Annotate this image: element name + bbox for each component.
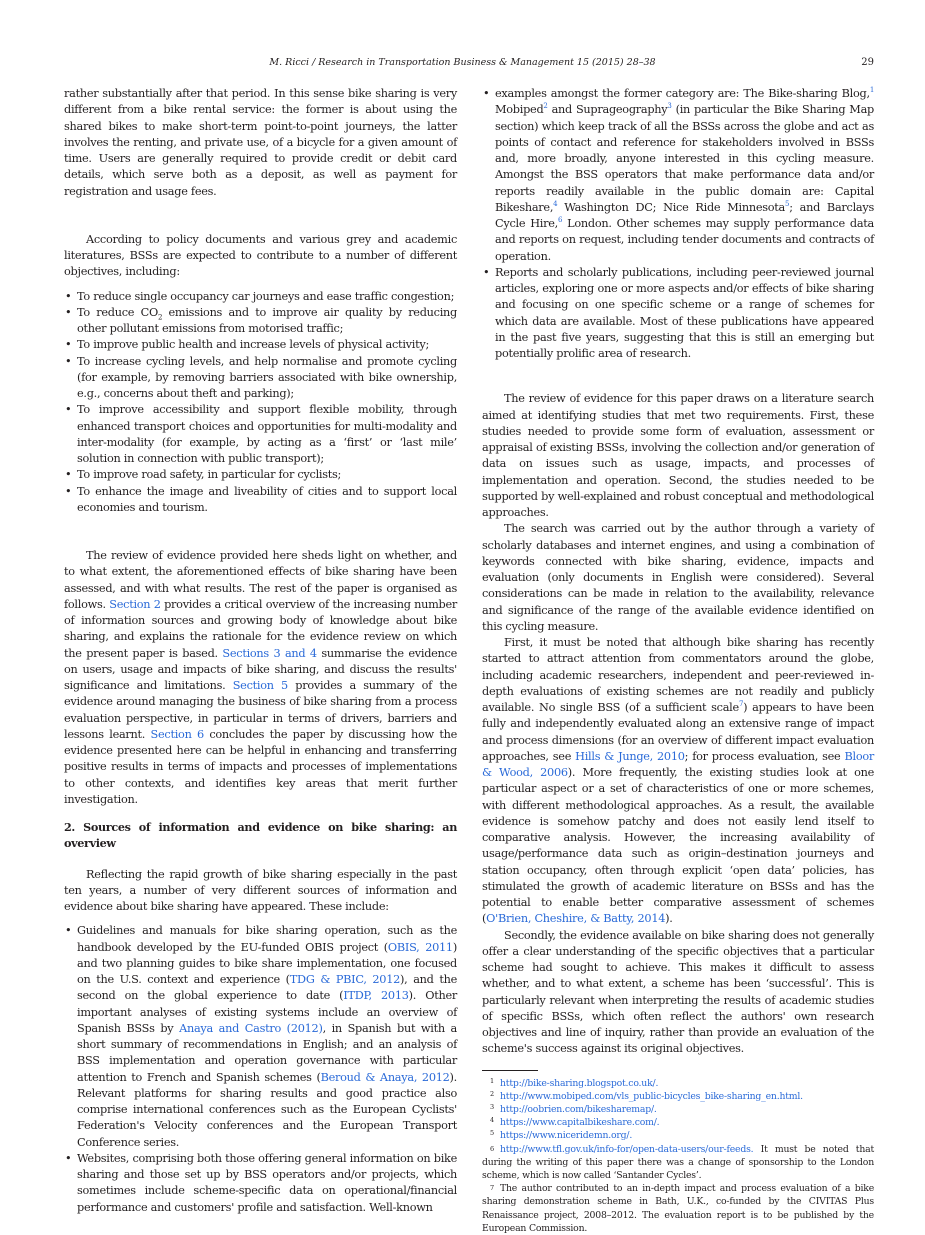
footnote: 6 http://www.tfl.gov.uk/info-for/open-data-users/our-feeds. It must be noted that during the writing of this paper there was a change of sponsorship to the London scheme, which is now called ‘Santander Cycles’. (482, 1143, 874, 1181)
list-item: • To reduce single occupancy car journeys and ease traffic congestion; (64, 289, 457, 305)
section-2-link[interactable]: Section 2 (109, 597, 161, 611)
sections-3-4-link[interactable]: Sections 3 and 4 (222, 646, 317, 660)
citation-link[interactable]: ITDP, 2013 (343, 989, 409, 1003)
footnote: 4 https://www.capitalbikeshare.com/. (490, 1116, 660, 1129)
footnote: 2 http://www.mobiped.com/vls_public-bicycles_bike-sharing_en.html. (490, 1089, 803, 1102)
citation-link[interactable]: Beroud & Anaya, 2012 (320, 1070, 450, 1084)
objectives-list (64, 289, 457, 517)
list-item: • To reduce $CO_2$ emissions and to improve air quality by reducing other pollutant emissions from motorised traffic; (64, 305, 457, 338)
paragraph-sources-intro: Reflecting the rapid growth of bike sharing especially in the past ten years, a number of very different sources of information and evidence about bike sharing have appeared. These include: (64, 867, 457, 913)
left-column (64, 86, 457, 1216)
page-number: 29 (861, 57, 874, 68)
list-item: • Websites, comprising both those offering general information on bike sharing and those set up by BSS operators and/or projects, which sometimes include scheme-specific data on operational/financial performance and customers' profile and satisfaction. Well-known (64, 1151, 457, 1216)
paragraph-review-method: The review of evidence for this paper draws on a literature search aimed at identifying studies that met two requirements. First, these studies needed to provide some form of evaluation, assessment or appraisal of existing BSSs, involving the collection and/or generation of data on issues such as usage, impacts, and processes of implementation and operation. Second, the studies needed to be supported by well-explained and robust conceptual and methodological approaches. (482, 392, 874, 519)
footnotes (482, 1077, 874, 1235)
list-item: • To improve public health and increase levels of physical activity; (64, 337, 457, 353)
section-6-link[interactable]: Section 6 (150, 727, 204, 741)
footnote-url[interactable]: https://www.capitalbikeshare.com/. (500, 1117, 660, 1129)
right-column (482, 86, 874, 1235)
footnote: 5 https://www.niceridemn.org/. (490, 1129, 633, 1142)
list-item: • To increase cycling levels, and help normalise and promote cycling (for example, by removing barriers associated with bike ownership, e.g., concerns about theft and parking); (64, 354, 457, 403)
paragraph-objectives-intro: According to policy documents and various grey and academic literatures, BSSs are expected to contribute to a number of different objectives, including: (64, 232, 457, 279)
paragraph-second-consideration: Secondly, the evidence available on bike sharing does not generally offer a clear understanding of the specific objectives that a particular scheme had sought to achieve. This makes it difficult to assess whether, and to what extent, a scheme has been ‘successful’. This is particularly relevant when interpreting the results of academic studies of specific BSSs, which often reflect the authors' own research objectives and line of inquiry, rather than provide an evaluation of the scheme's success against its original objectives. (482, 928, 874, 1056)
citation-link[interactable]: OBIS, 2011 (387, 940, 453, 954)
footnote-url[interactable]: http://oobrien.com/bikesharemap/. (500, 1103, 657, 1115)
citation-link[interactable]: TDG & PBIC, 2012 (289, 973, 401, 986)
footnote-ref[interactable]: 4 (553, 199, 558, 208)
footnote-url[interactable]: http://bike-sharing.blogspot.co.uk/. (500, 1077, 659, 1089)
footnote-ref[interactable]: 7 (738, 700, 744, 709)
paragraph-search: The search was carried out by the author through a variety of scholarly databases and internet engines, and using a combination of keywords connected with bike sharing, evidence, impacts and evaluation (only documents in English were considered). Several considerations can be made in relation to the availability, relevance and significance of the range of the available evidence identified on this cycling measure. (482, 522, 874, 633)
citation-link[interactable]: O'Brien, Cheshire, & Batty, 2014 (486, 912, 666, 926)
paragraph-bike-rental: rather substantially after that period. In this sense bike sharing is very different from a bike rental service: the former is about using the shared bikes to make short-term point-to-point journeys, the latter involves the renting, and private use, of a bicycle for a given amount of time. Users are generally required to provide credit or debit card details, which serve both as a deposit, as well as payment for registration and usage fees. (64, 87, 457, 198)
footnote-ref[interactable]: 5 (785, 199, 790, 208)
list-item: • To improve road safety, in particular for cyclists; (64, 467, 457, 483)
footnote-url[interactable]: http://www.mobiped.com/vls_public-bicycles_bike-sharing_en.html. (500, 1090, 803, 1102)
footnote-url[interactable]: http://www.tfl.gov.uk/info-for/open-data-users/our-feeds. (500, 1143, 754, 1155)
list-item-continued: • examples amongst the former category are: The Bike-sharing Blog,$^1$ Mobiped$^2$ and Suprageography$^3$ (in particular the Bike Sharing Map section) which keep track of all the BSSs across the globe and act as points of contact and reference for stakeholders involved in BSSs and, more broadly, anyone interested in this cycling measure. Amongst the BSS operators that make performance data and/or reports readily available in the public domain are: Capital Bikeshare,$^4$ Washington DC; Nice Ride Minnesota$^5$; and Barclays Cycle Hire,$^6$ London. Other schemes may supply performance data and reports on request, including tender documents and contracts of operation. (482, 86, 874, 265)
section-5-link[interactable]: Section 5 (232, 679, 288, 692)
list-item: • To enhance the image and liveability of cities and to support local economies and tourism. (64, 484, 457, 517)
list-item: • Reports and scholarly publications, including peer-reviewed journal articles, exploring one or more aspects and/or effects of bike sharing and focusing on one specific scheme or a range of schemes for which data are available. Most of these publications have appeared in the past five years, suggesting that this is still an emerging but potentially prolific area of research. (482, 265, 874, 363)
footnote: 7 The author contributed to an in-depth impact and process evaluation of a bike sharing demonstration scheme in Bath, U.K., co-funded by the CIVITAS Plus Renaissance project, 2008–2012. The evaluation report is to be published by the European Commission. (482, 1183, 874, 1234)
list-item: • To improve accessibility and support flexible mobility, through enhanced transport choices and opportunities for multi-modality and inter-modality (for example, by acting as a ‘first’ or ‘last mile’ solution in connection with public transport); (64, 402, 457, 467)
paragraph-first-consideration: First, it must be noted that although bike sharing has recently started to attract attention from commentators around the globe, including academic researchers, independent and peer-reviewed in-depth evaluations of existing schemes are not readily and publicly available. No single BSS (of a sufficient scale$^7$) appears to have been fully and independently evaluated along an extensive range of impact and process dimensions (for an overview of different impact evaluation approaches, see Hills & Junge, 2010; for process evaluation, see Bloor & Wood, 2006). More frequently, the existing studies look at one particular aspect or a set of characteristics of one or more schemes, with different methodological approaches. As a result, the available evidence is somehow patchy and does not easily lend itself to comparative analysis. However, the increasing availability of usage/performance data such as origin–destination journeys and station occupancy, often through explicit ‘open data’ policies, has stimulated the growth of academic literature on BSSs and has the potential to enable better comparative assessment of schemes (O'Brien, Cheshire, & Batty, 2014). (482, 636, 875, 926)
list-item: • Guidelines and manuals for bike sharing operation, such as the handbook developed by the EU-funded OBIS project (OBIS, 2011) and two planning guides to bike share implementation, one focused on the U.S. context and experience (TDG & PBIC, 2012), and the second on the global experience to date (ITDP, 2013). Other important analyses of existing systems include an overview of Spanish BSSs by Anaya and Castro (2012), in Spanish but with a short summary of recommendations in English; and an analysis of BSS implementation and operation governance with particular attention to French and Spanish schemes (Beroud & Anaya, 2012). Relevant platforms for sharing results and good practice also comprise international conferences such as the European Cyclists' Federation's Velocity conferences and the European Transport Conference series. (64, 923, 457, 1151)
sources-list-continued (482, 86, 874, 362)
section-heading: 2. Sources of information and evidence on bike sharing: an overview (64, 820, 457, 851)
citation-link[interactable]: Hills & Junge, 2010 (575, 749, 685, 763)
footnote-ref[interactable]: 2 (543, 102, 548, 111)
footnote-divider (482, 1070, 538, 1071)
running-head (0, 57, 925, 71)
journal-citation: M. Ricci / Research in Transportation Business & Management 15 (2015) 28–38 (269, 57, 656, 68)
footnote-url[interactable]: https://www.niceridemn.org/. (500, 1130, 633, 1142)
footnote-ref[interactable]: 6 (557, 216, 563, 225)
footnote-ref[interactable]: 3 (667, 102, 672, 111)
sources-list (64, 923, 457, 1216)
footnote: 1 http://bike-sharing.blogspot.co.uk/. (490, 1076, 659, 1089)
footnote: 3 http://oobrien.com/bikesharemap/. (490, 1102, 657, 1115)
citation-link[interactable]: Anaya and Castro (2012) (179, 1021, 323, 1035)
citation-link[interactable]: Bloor & Wood, 2006 (482, 749, 875, 779)
paragraph-paper-outline: The review of evidence provided here sheds light on whether, and to what extent, the aforementioned effects of bike sharing have been assessed, and with what results. The rest of the paper is organised as follows. Section 2 provides a critical overview of the increasing number of information sources and growing body of knowledge about bike sharing, and explains the rationale for the evidence review on which the present paper is based. Sections 3 and 4 summarise the evidence on users, usage and impacts of bike sharing, and discuss the results' significance and limitations. Section 5 provides a summary of the evidence around managing the business of bike sharing from a process evaluation perspective, in particular in terms of drivers, barriers and lessons learnt. Section 6 concludes the paper by discussing how the evidence presented here can be helpful in enhancing and transferring positive results in terms of impacts and processes of implementations to other contexts, and identifies key areas that merit further investigation. (64, 549, 457, 806)
footnote-ref[interactable]: 1 (869, 86, 874, 95)
